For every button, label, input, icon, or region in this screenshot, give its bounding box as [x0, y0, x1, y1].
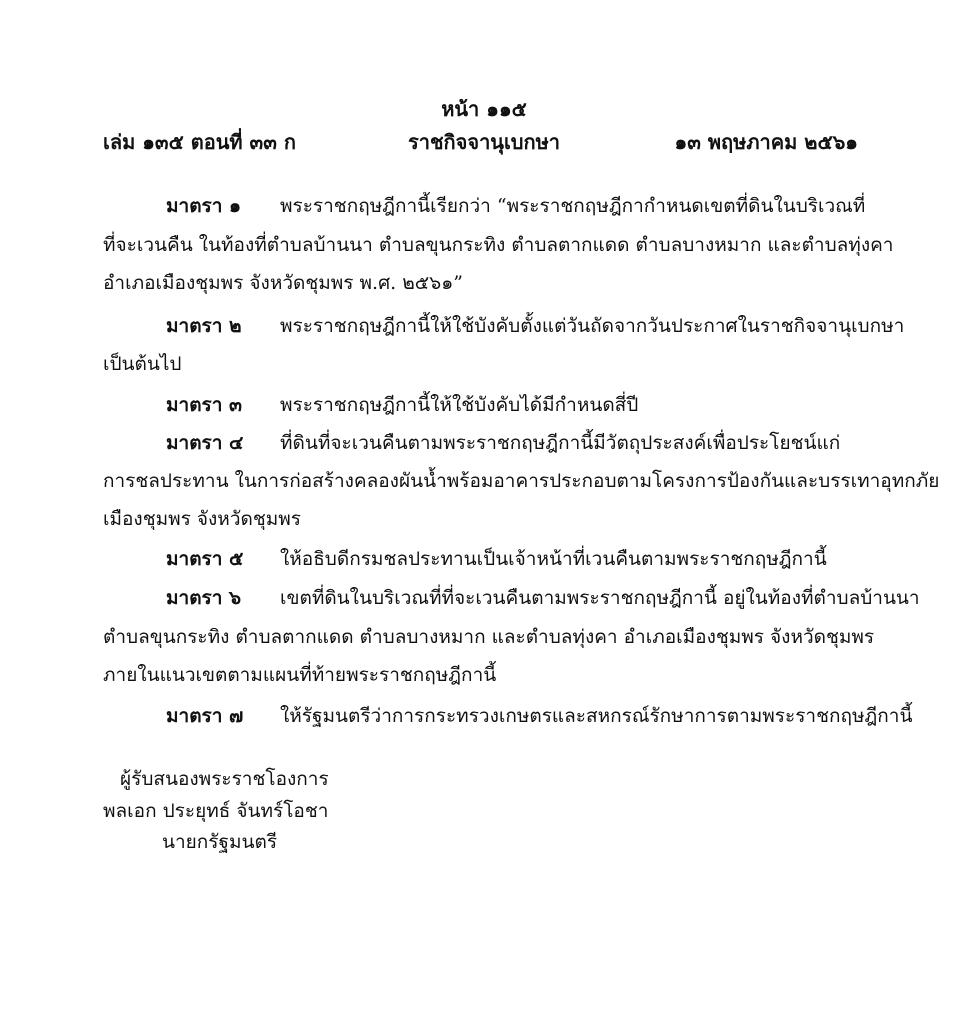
countersign-label: ผู้รับสนองพระราชโองการ — [120, 768, 329, 790]
section-1-label: มาตรา ๑ — [166, 195, 242, 217]
section-1-line-2: ที่จะเวนคืน ในท้องที่ตำบลบ้านนา ตำบลขุนกระทิง ตำบลตากแดด ตำบลบางหมาก และตำบลทุ่งคา — [103, 234, 894, 256]
section-2-line-2: เป็นต้นไป — [103, 353, 182, 375]
section-2-line-1: พระราชกฤษฎีกานี้ให้ใช้บังคับตั้งแต่วันถัดจากวันประกาศในราชกิจจานุเบกษา — [280, 315, 905, 337]
section-4-line-2: การชลประทาน ในการก่อสร้างคลองผันน้ำพร้อมอาคารประกอบตามโครงการป้องกันและบรรเทาอุทกภัย — [103, 470, 940, 492]
section-4-line-3: เมืองชุมพร จังหวัดชุมพร — [103, 508, 301, 530]
section-1-line-1: พระราชกฤษฎีกานี้เรียกว่า “พระราชกฤษฎีกากำหนดเขตที่ดินในบริเวณที่ — [280, 195, 866, 217]
section-1-line-3: อำเภอเมืองชุมพร จังหวัดชุมพร พ.ศ. ๒๕๖๑” — [103, 272, 463, 294]
page-number: หน้า ๑๑๕ — [441, 97, 527, 121]
section-7-line-1: ให้รัฐมนตรีว่าการกระทรวงเกษตรและสหกรณ์รักษาการตามพระราชกฤษฎีกานี้ — [280, 705, 913, 727]
volume-issue: เล่ม ๑๓๕ ตอนที่ ๓๓ ก — [103, 130, 296, 154]
section-6-line-3: ภายในแนวเขตตามแผนที่ท้ายพระราชกฤษฎีกานี้ — [103, 664, 497, 686]
section-5-label: มาตรา ๕ — [166, 548, 244, 570]
section-5-line-1: ให้อธิบดีกรมชลประทานเป็นเจ้าหน้าที่เวนคืนตามพระราชกฤษฎีกานี้ — [280, 548, 827, 570]
signatory-title: นายกรัฐมนตรี — [162, 831, 278, 853]
section-2-label: มาตรา ๒ — [166, 315, 242, 337]
signatory-name: พลเอก ประยุทธ์ จันทร์โอชา — [103, 800, 329, 822]
section-6-line-2: ตำบลขุนกระทิง ตำบลตากแดด ตำบลบางหมาก และตำบลทุ่งคา อำเภอเมืองชุมพร จังหวัดชุมพร — [103, 626, 875, 648]
section-7-label: มาตรา ๗ — [166, 705, 244, 727]
section-6-label: มาตรา ๖ — [166, 587, 242, 609]
publication-name: ราชกิจจานุเบกษา — [407, 130, 561, 154]
section-4-label: มาตรา ๔ — [166, 432, 244, 454]
section-3-label: มาตรา ๓ — [166, 394, 243, 416]
section-3-line-1: พระราชกฤษฎีกานี้ให้ใช้บังคับได้มีกำหนดสี่ปี — [280, 394, 639, 416]
publication-date: ๑๓ พฤษภาคม ๒๕๖๑ — [674, 130, 858, 154]
section-4-line-1: ที่ดินที่จะเวนคืนตามพระราชกฤษฎีกานี้มีวัตถุประสงค์เพื่อประโยชน์แก่ — [280, 432, 841, 454]
section-6-line-1: เขตที่ดินในบริเวณที่ที่จะเวนคืนตามพระราชกฤษฎีกานี้ อยู่ในท้องที่ตำบลบ้านนา — [280, 587, 920, 609]
